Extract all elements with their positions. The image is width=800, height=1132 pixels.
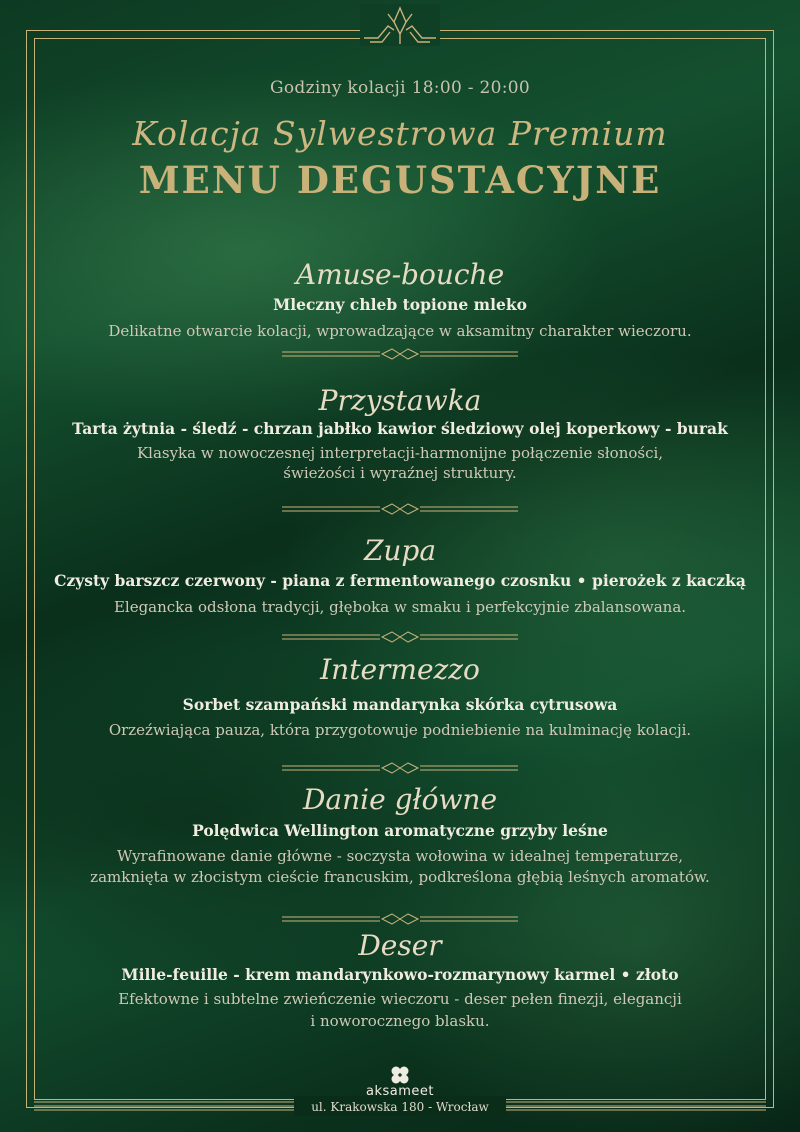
course-description: zamknięta w złocistym cieście francuskim, podkreślona głębią leśnych aromatów. — [90, 868, 710, 886]
course-dish: Sorbet szampański mandarynka skórka cytrusowa — [182, 695, 618, 714]
ornament-divider-icon — [282, 762, 518, 774]
course-name: Intermezzo — [320, 653, 480, 686]
course-name: Deser — [358, 929, 442, 962]
course-description: Efektowne i subtelne zwieńczenie wieczoru - deser pełen finezji, elegancji — [118, 990, 682, 1008]
course-description: Delikatne otwarcie kolacji, wprowadzające w aksamitny charakter wieczoru. — [108, 322, 692, 340]
course-name: Danie główne — [302, 783, 498, 816]
top-ornament-icon — [360, 4, 440, 46]
menu-subtitle: Kolacja Sylwestrowa Premium — [132, 114, 668, 153]
course-description: Klasyka w nowoczesnej interpretacji-harmonijne połączenie słoności, — [136, 444, 664, 462]
course-dish: Mleczny chleb topione mleko — [273, 295, 527, 314]
course-description: Wyrafinowane danie główne - soczysta wołowina w idealnej temperaturze, — [116, 847, 683, 865]
course-name: Zupa — [363, 534, 437, 567]
course-dish: Mille-feuille - krem mandarynkowo-rozmarynowy karmel • złoto — [121, 965, 679, 984]
course-name: Przystawka — [318, 384, 482, 417]
menu-title: MENU DEGUSTACYJNE — [138, 158, 662, 202]
ornament-divider-icon — [282, 348, 518, 360]
course-dish: Czysty barszcz czerwony - piana z fermentowanego czosnku • pierożek z kaczką — [54, 571, 746, 590]
ornament-divider-icon — [282, 913, 518, 925]
course-name: Amuse-bouche — [295, 258, 505, 291]
address: ul. Krakowska 180 - Wrocław — [311, 1100, 489, 1114]
course-description: i noworocznego blasku. — [310, 1012, 490, 1030]
ornament-divider-icon — [282, 503, 518, 515]
course-description: świeżości i wyraźnej struktury. — [283, 464, 517, 482]
course-description: Orzeźwiająca pauza, która przygotowuje podniebienie na kulminację kolacji. — [108, 721, 692, 739]
brand-name: aksameet — [366, 1084, 434, 1099]
clover-icon — [387, 1064, 413, 1086]
course-dish: Polędwica Wellington aromatyczne grzyby leśne — [192, 821, 608, 840]
dinner-hours: Godziny kolacji 18:00 - 20:00 — [269, 78, 531, 98]
course-dish: Tarta żytnia - śledź - chrzan jabłko kawior śledziowy olej koperkowy - burak — [72, 419, 728, 438]
ornament-divider-icon — [282, 631, 518, 643]
course-description: Elegancka odsłona tradycji, głęboka w smaku i perfekcyjnie zbalansowana. — [113, 598, 687, 616]
